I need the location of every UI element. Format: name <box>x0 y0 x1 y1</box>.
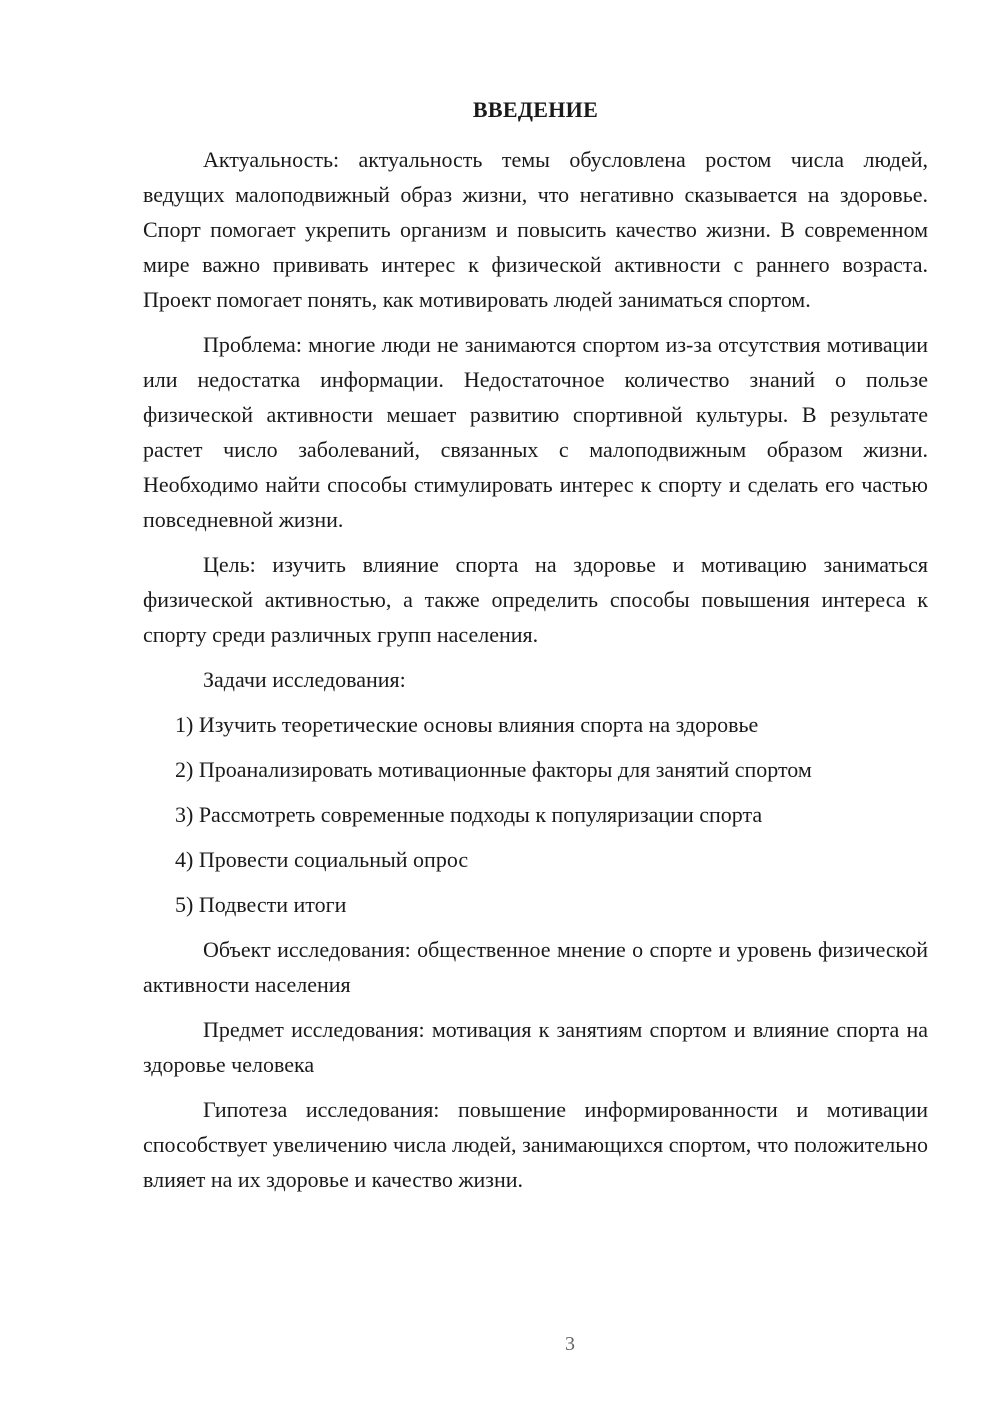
task-item: 1) Изучить теоретические основы влияния спорта на здоровье <box>175 712 759 737</box>
paragraph-object: Объект исследования: общественное мнение о спорте и уровень физической активности населения <box>143 937 928 997</box>
paragraph-relevance: Актуальность: актуальность темы обусловлена ростом числа людей, ведущих малоподвижный образ жизни, что негативно сказывается на здоровье. Спорт помогает укрепить организм и повысить качество жизни. В современном мире важно прививать интерес к физической активности с раннего возраста. Проект помогает понять, как мотивировать людей заниматься спортом. <box>143 147 928 312</box>
page-number: 3 <box>565 1333 575 1355</box>
tasks-heading: Задачи исследования: <box>203 667 406 692</box>
paragraph-hypothesis: Гипотеза исследования: повышение информированности и мотивации способствует увеличению числа людей, занимающихся спортом, что положительно влияет на их здоровье и качество жизни. <box>143 1097 928 1192</box>
task-item: 3) Рассмотреть современные подходы к популяризации спорта <box>175 802 763 827</box>
page-title: ВВЕДЕНИЕ <box>472 97 599 122</box>
task-item: 5) Подвести итоги <box>175 892 347 917</box>
task-item: 2) Проанализировать мотивационные факторы для занятий спортом <box>175 757 812 782</box>
paragraph-goal: Цель: изучить влияние спорта на здоровье и мотивацию заниматься физической активностью, а также определить способы повышения интереса к спорту среди различных групп населения. <box>143 552 928 647</box>
paragraph-problem: Проблема: многие люди не занимаются спортом из-за отсутствия мотивации или недостатка информации. Недостаточное количество знаний о пользе физической активности мешает развитию спортивной культуры. В результате растет число заболеваний, связанных с малоподвижным образом жизни. Необходимо найти способы стимулировать интерес к спорту и сделать его частью повседневной жизни. <box>143 332 928 532</box>
paragraph-subject: Предмет исследования: мотивация к занятиям спортом и влияние спорта на здоровье человека <box>143 1017 928 1077</box>
task-item: 4) Провести социальный опрос <box>175 847 469 872</box>
document-page <box>143 92 928 1207</box>
task-list <box>143 707 928 922</box>
